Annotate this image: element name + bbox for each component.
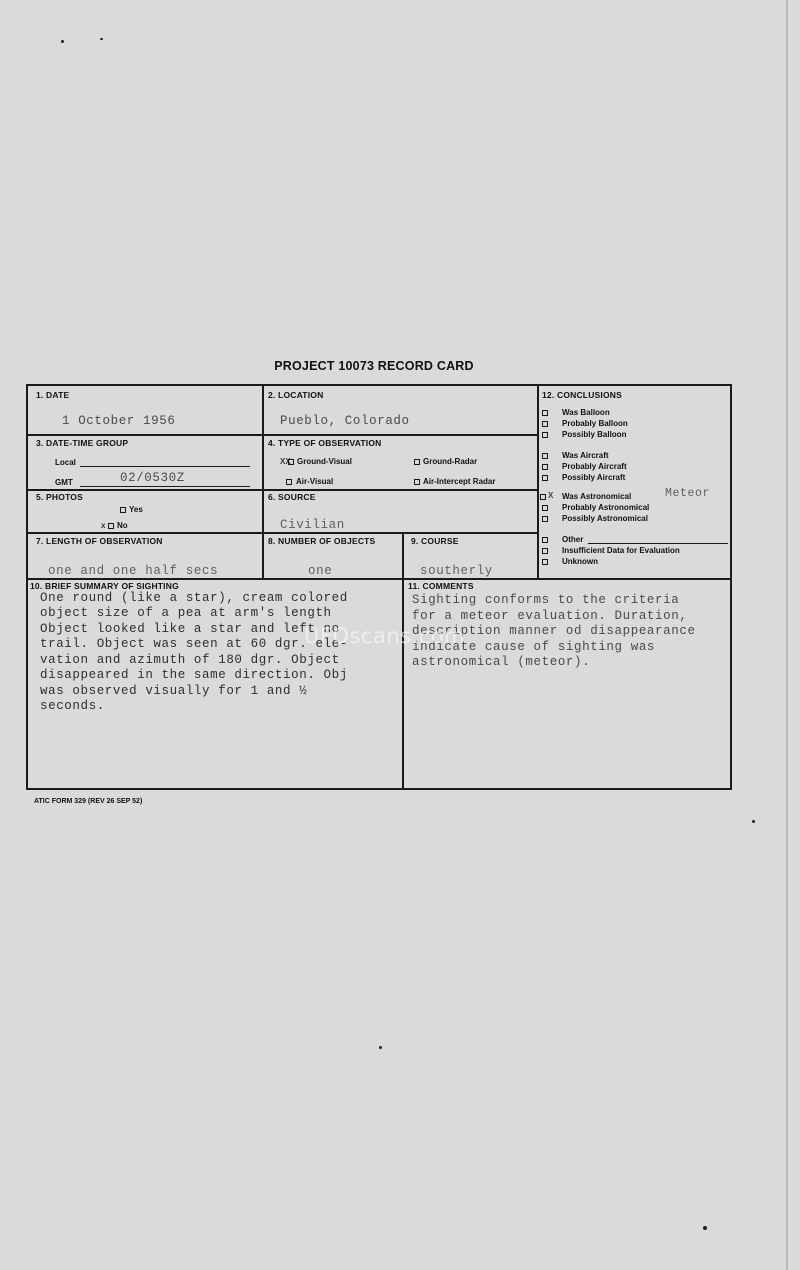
possibly-astronomical-checkbox (542, 516, 548, 522)
scan-speck (100, 38, 103, 40)
possibly-aircraft-checkbox (542, 475, 548, 481)
divider (28, 434, 537, 436)
source-label: 6. SOURCE (268, 492, 316, 502)
gmt-line (80, 486, 250, 487)
photos-yes-checkbox (120, 507, 126, 513)
probably-aircraft-option: Probably Aircraft (562, 462, 627, 471)
divider (28, 578, 732, 580)
was-aircraft-option: Was Aircraft (562, 451, 609, 460)
number-label: 8. NUMBER OF OBJECTS (268, 536, 376, 546)
length-value: one and one half secs (48, 564, 219, 578)
scan-speck (703, 1226, 707, 1230)
date-value: 1 October 1956 (62, 414, 176, 428)
scan-speck (752, 820, 755, 823)
summary-line: disappeared in the same direction. Obj (40, 668, 348, 682)
probably-aircraft-checkbox (542, 464, 548, 470)
probably-astronomical-option: Probably Astronomical (562, 503, 650, 512)
summary-line: trail. Object was seen at 60 dgr. ele- (40, 637, 348, 651)
location-value: Pueblo, Colorado (280, 414, 410, 428)
summary-label: 10. BRIEF SUMMARY OF SIGHTING (30, 581, 179, 591)
photos-yes-option: Yes (129, 505, 143, 514)
insufficient-checkbox (542, 548, 548, 554)
possibly-aircraft-option: Possibly Aircraft (562, 473, 626, 482)
length-label: 7. LENGTH OF OBSERVATION (36, 536, 163, 546)
form-id: ATIC FORM 329 (REV 26 SEP 52) (34, 798, 143, 805)
photos-no-mark: x (101, 521, 106, 530)
air-visual-checkbox (286, 479, 292, 485)
ground-radar-checkbox (414, 459, 420, 465)
other-checkbox (542, 537, 548, 543)
was-aircraft-checkbox (542, 453, 548, 459)
was-astronomical-option: Was Astronomical (562, 492, 632, 501)
ground-radar-option: Ground-Radar (423, 457, 478, 466)
gmt-value: 02/0530Z (120, 471, 185, 485)
ground-visual-mark: XX (280, 457, 291, 466)
local-line (80, 466, 250, 467)
scan-speck (61, 40, 64, 43)
local-label: Local (55, 458, 76, 467)
unknown-checkbox (542, 559, 548, 565)
comments-line: Sighting conforms to the criteria (412, 593, 680, 607)
probably-balloon-option: Probably Balloon (562, 419, 628, 428)
possibly-astronomical-option: Possibly Astronomical (562, 514, 648, 523)
course-label: 9. COURSE (411, 536, 459, 546)
datetime-label: 3. DATE-TIME GROUP (36, 438, 129, 448)
astronomical-mark: X (548, 491, 554, 500)
comments-label: 11. COMMENTS (408, 581, 474, 591)
date-label: 1. DATE (36, 390, 70, 400)
summary-line: seconds. (40, 699, 105, 713)
was-balloon-checkbox (542, 410, 548, 416)
summary-line: Object looked like a star and left no (40, 622, 340, 636)
scan-edge (786, 0, 788, 1270)
was-astronomical-checkbox (540, 494, 546, 500)
number-value: one (308, 564, 333, 578)
conclusions-label: 12. CONCLUSIONS (542, 390, 622, 400)
probably-balloon-checkbox (542, 421, 548, 427)
divider (537, 386, 539, 578)
photos-no-checkbox (108, 523, 114, 529)
ground-visual-option: Ground-Visual (297, 457, 352, 466)
air-intercept-radar-option: Air-Intercept Radar (423, 477, 496, 486)
divider (28, 532, 537, 534)
astronomical-note: Meteor (665, 487, 711, 500)
comments-line: for a meteor evaluation. Duration, (412, 609, 688, 623)
probably-astronomical-checkbox (542, 505, 548, 511)
summary-line: object size of a pea at arm's length (40, 606, 332, 620)
divider (262, 386, 264, 578)
air-visual-option: Air-Visual (296, 477, 334, 486)
possibly-balloon-option: Possibly Balloon (562, 430, 627, 439)
comments-line: description manner od disappearance (412, 624, 696, 638)
gmt-label: GMT (55, 478, 73, 487)
type-observation-label: 4. TYPE OF OBSERVATION (268, 438, 382, 448)
summary-line: vation and azimuth of 180 dgr. Object (40, 653, 340, 667)
was-balloon-option: Was Balloon (562, 408, 610, 417)
other-option: Other (562, 535, 584, 544)
divider (402, 578, 404, 790)
watermark: UFOscans.com (304, 624, 466, 648)
air-intercept-radar-checkbox (414, 479, 420, 485)
source-value: Civilian (280, 518, 345, 532)
insufficient-option: Insufficient Data for Evaluation (562, 546, 680, 555)
comments-line: indicate cause of sighting was (412, 640, 656, 654)
photos-label: 5. PHOTOS (36, 492, 83, 502)
record-card (26, 384, 732, 790)
location-label: 2. LOCATION (268, 390, 324, 400)
card-title: PROJECT 10073 RECORD CARD (274, 359, 474, 373)
course-value: southerly (420, 564, 493, 578)
other-line (588, 543, 728, 544)
comments-line: astronomical (meteor). (412, 655, 591, 669)
possibly-balloon-checkbox (542, 432, 548, 438)
ground-visual-checkbox (288, 459, 294, 465)
divider (28, 489, 537, 491)
photos-no-option: No (117, 521, 128, 530)
divider (402, 532, 404, 578)
scan-speck (379, 1046, 382, 1049)
unknown-option: Unknown (562, 557, 598, 566)
summary-line: was observed visually for 1 and ½ (40, 684, 308, 698)
summary-line: One round (like a star), cream colored (40, 591, 348, 605)
